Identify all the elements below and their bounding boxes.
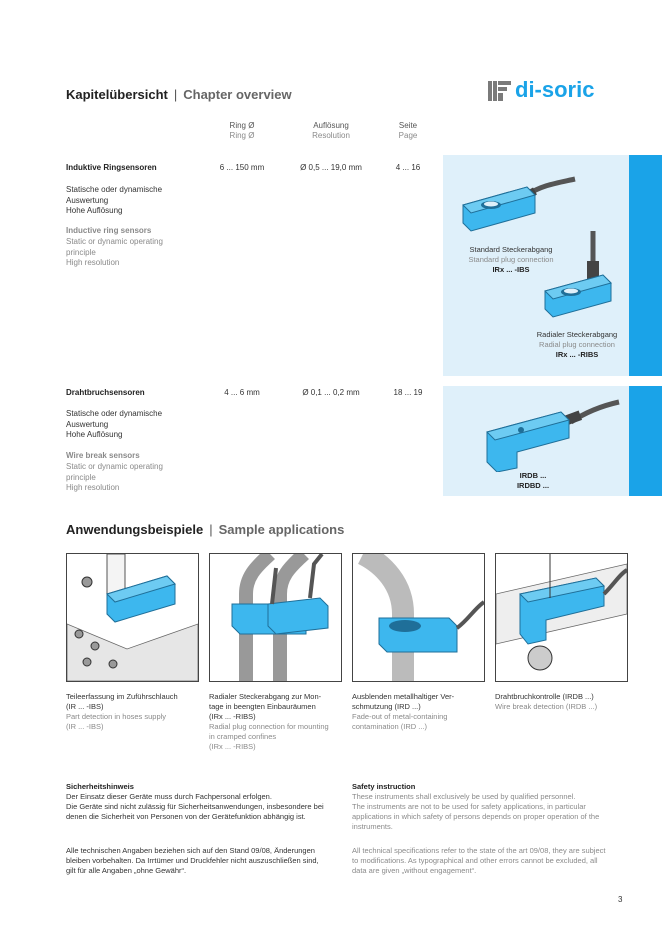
caption-line: (IRx ... -RIBS) [209, 712, 256, 721]
tech-line: gilt für alle Angaben „ohne Gewähr“. [66, 866, 187, 875]
title-separator: | [173, 87, 178, 102]
column-resolution-en: Resolution [312, 131, 350, 140]
safety-line: Die Geräte sind nicht zulässig für Sicherheitsanwendungen, insbesondere bei [66, 802, 324, 811]
section-desc-de [66, 409, 162, 441]
desc-line: Static or dynamic operating [66, 462, 163, 471]
column-ring [215, 121, 269, 141]
caption-line: Ausblenden metallhaltiger Ver- [352, 692, 455, 701]
title-de: Kapitelübersicht [66, 87, 168, 102]
column-ring-de: Ring Ø [229, 121, 255, 130]
safety-title-de: Sicherheitshinweis [66, 782, 134, 791]
title-separator: | [209, 522, 213, 537]
safety-notice-en [352, 782, 632, 832]
caption-de: Standard Steckerabgang [469, 245, 553, 254]
tech-line: All technical specifications refer to the state of the art 09/08, they are subject [352, 846, 606, 855]
caption-line: Wire break detection (IRDB ...) [495, 702, 598, 711]
chapter-tab-ring [629, 155, 662, 376]
caption-line: tage in beengten Einbauräumen [209, 702, 316, 711]
safety-line: These instruments shall exclusively be used by qualified personnel. [352, 792, 576, 801]
radial-illustration [210, 554, 341, 681]
caption-en: Radial plug connection [539, 340, 615, 349]
contamination-illustration [353, 554, 484, 681]
section-title-en: Wire break sensors [66, 451, 140, 460]
column-page [388, 121, 428, 141]
safety-line: denen die Sicherheit von Personen von der Gerätefunktion abhängig ist. [66, 812, 306, 821]
tech-line: data are given „without engagement“. [352, 866, 477, 875]
desc-line: High resolution [66, 483, 120, 492]
logo-mark-icon [488, 79, 512, 103]
caption-radial [525, 330, 629, 360]
safety-notice-de [66, 782, 346, 822]
caption-line: contamination (IRD ...) [352, 722, 428, 731]
caption-line: Part detection in hoses supply [66, 712, 167, 721]
application-image-wirebreak [495, 553, 628, 682]
desc-line: Hohe Auflösung [66, 206, 123, 215]
caption-en: Standard plug connection [468, 255, 554, 264]
applications-title [66, 522, 344, 537]
ring-value: 6 ... 150 mm [219, 163, 265, 172]
applications-title-de: Anwendungsbeispiele [66, 522, 204, 537]
column-resolution [295, 121, 367, 141]
safety-title-en: Safety instruction [352, 782, 416, 791]
resolution-value: Ø 0,5 ... 19,0 mm [300, 163, 362, 172]
application-image-hoses [66, 553, 199, 682]
wire-break-sensor-image [481, 392, 621, 472]
technical-note-de [66, 846, 346, 876]
desc-line: Auswertung [66, 419, 109, 429]
safety-line: The instruments are not to be used for safety applications, in particular [352, 802, 586, 811]
caption-line: (IR ... -IBS) [66, 722, 104, 731]
safety-line: applications in which safety of persons depends on proper operation of the [352, 812, 600, 821]
caption-line: Teileerfassung im Zuführschlauch [66, 692, 178, 701]
caption-line: Drahtbruchkontrolle (IRDB ...) [495, 692, 594, 701]
safety-line: Der Einsatz dieser Geräte muss durch Fachpersonal erfolgen. [66, 792, 272, 801]
application-caption-contamination [352, 692, 486, 732]
ring-sensor-radial-image [539, 231, 629, 327]
section-title-en: Inductive ring sensors [66, 226, 152, 235]
page-number: 3 [618, 895, 623, 904]
caption-line: Radialer Steckerabgang zur Mon- [209, 692, 322, 701]
desc-line: High resolution [66, 258, 120, 267]
application-caption-hoses [66, 692, 200, 732]
section-desc-en [66, 237, 163, 269]
section-desc-en [66, 462, 163, 494]
desc-line: Statische oder dynamische [66, 409, 163, 418]
product-panel-wire [443, 386, 629, 496]
application-image-contamination [352, 553, 485, 682]
section-desc-de [66, 185, 162, 217]
section-title-de: Induktive Ringsensoren [66, 163, 157, 172]
caption-wire [503, 471, 563, 491]
caption-code: IRx ... -RIBS [555, 350, 599, 359]
desc-line: Static or dynamic operating [66, 237, 163, 246]
page-value: 4 ... 16 [395, 163, 421, 172]
chapter-tab-wire [629, 386, 662, 496]
caption-line: (IR ... -IBS) [66, 702, 104, 711]
caption-de: Radialer Steckerabgang [536, 330, 618, 339]
caption-line: (IRx ... -RIBS) [209, 742, 256, 751]
wirebreak-illustration [496, 554, 627, 681]
desc-line: principle [66, 472, 96, 482]
page-title [66, 87, 292, 102]
di-soric-logo [488, 78, 628, 104]
page-value: 18 ... 19 [393, 388, 423, 397]
hoses-illustration [67, 554, 198, 681]
logo-text: di-soric [515, 77, 595, 102]
column-resolution-de: Auflösung [313, 121, 349, 130]
caption-code: IRDB ... [519, 471, 547, 480]
applications-title-en: Sample applications [218, 522, 345, 537]
column-ring-en: Ring Ø [229, 131, 255, 140]
safety-line: instruments. [352, 822, 393, 831]
caption-line: Radial plug connection for mounting [209, 722, 329, 731]
desc-line: principle [66, 247, 96, 257]
title-en: Chapter overview [183, 87, 292, 102]
caption-code: IRx ... -IBS [492, 265, 530, 274]
caption-line: in cramped confines [209, 732, 277, 741]
caption-line: schmutzung (IRD ...) [352, 702, 421, 711]
ring-value: 4 ... 6 mm [224, 388, 260, 397]
desc-line: Hohe Auflösung [66, 430, 123, 439]
application-image-radial [209, 553, 342, 682]
column-page-en: Page [398, 131, 418, 140]
caption-code: IRDBD ... [516, 481, 550, 490]
column-page-de: Seite [398, 121, 418, 130]
tech-line: to modifications. As typographical and other errors cannot be excluded, all [352, 856, 598, 865]
tech-line: bleiben vorbehalten. Da Irrtümer und Druckfehler nicht auszuschließen sind, [66, 856, 319, 865]
caption-line: Fade-out of metal-containing [352, 712, 448, 721]
application-caption-radial [209, 692, 347, 752]
application-caption-wirebreak [495, 692, 629, 712]
product-panel-ring [443, 155, 629, 376]
tech-line: Alle technischen Angaben beziehen sich auf den Stand 09/08, Änderungen [66, 846, 315, 855]
desc-line: Statische oder dynamische [66, 185, 163, 194]
section-title-de: Drahtbruchsensoren [66, 388, 145, 397]
desc-line: Auswertung [66, 195, 109, 205]
resolution-value: Ø 0,1 ... 0,2 mm [302, 388, 360, 397]
technical-note-en [352, 846, 632, 876]
